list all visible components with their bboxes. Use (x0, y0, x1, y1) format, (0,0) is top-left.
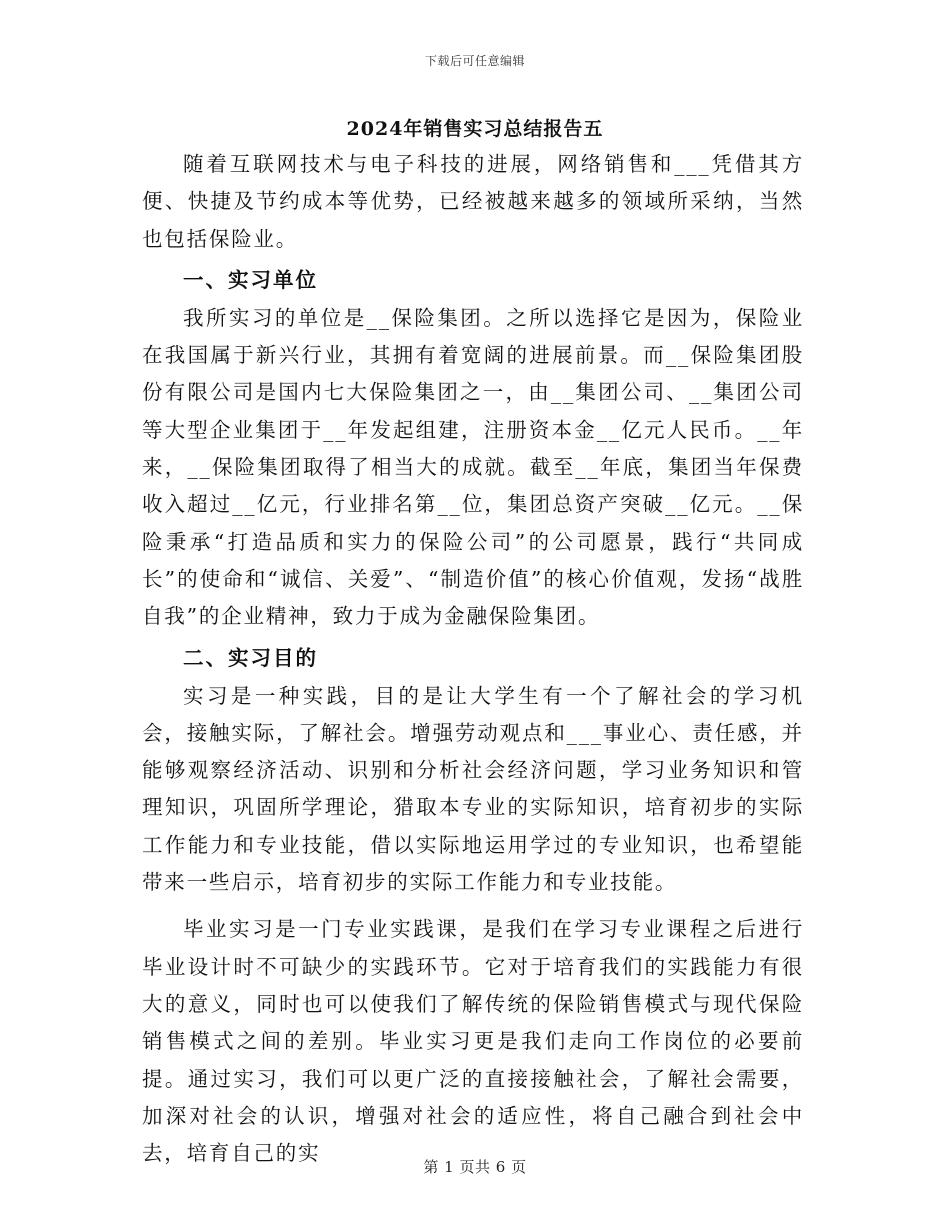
section-heading-purpose: 二、实习目的 (183, 645, 318, 670)
section-purpose-paragraph-1: 实习是一种实践，目的是让大学生有一个了解社会的学习机会，接触实际，了解社会。增强劳动观点和___事业心、责任感，并能够观察经济活动、识别和分析社会经济问题，学习业务知识和管理知识，巩固所学理论，猎取本专业的实际知识，培育初步的实际工作能力和专业技能，借以实际地运用学过的专业知识，也希望能带来一些启示，培育初步的实际工作能力和专业技能。 (142, 683, 804, 895)
intro-paragraph: 随着互联网技术与电子科技的进展，网络销售和___凭借其方便、快捷及节约成本等优势，已经被越来越多的领域所采纳，当然也包括保险业。 (142, 152, 804, 251)
header-note: 下载后可任意编辑 (424, 54, 525, 68)
section-unit-paragraph: 我所实习的单位是__保险集团。之所以选择它是因为，保险业在我国属于新兴行业，其拥有着宽阔的进展前景。而__保险集团股份有限公司是国内七大保险集团之一，由__集团公司、__集团公司等大型企业集团于__年发起组建，注册资本金__亿元人民币。__年来，__保险集团取得了相当大的成就。截至__年底，集团当年保费收入超过__亿元，行业排名第__位，集团总资产突破__亿元。__保险秉承“打造品质和实力的保险公司”的公司愿景，践行“共同成长”的使命和“诚信、关爱”、“制造价值”的核心价值观，发扬“战胜自我”的企业精神，致力于成为金融保险集团。 (142, 305, 804, 629)
page-number: 第 1 页共 6 页 (423, 1158, 527, 1176)
document-title: 2024年销售实习总结报告五 (346, 118, 604, 140)
document-body (142, 146, 804, 1172)
section-heading-unit: 一、实习单位 (183, 267, 318, 292)
section-purpose-paragraph-2: 毕业实习是一门专业实践课，是我们在学习专业课程之后进行毕业设计时不可缺少的实践环节。它对于培育我们的实践能力有很大的意义，同时也可以使我们了解传统的保险销售模式与现代保险销售模式之间的差别。毕业实习更是我们走向工作岗位的必要前提。通过实习，我们可以更广泛的直接接触社会，了解社会需要，加深对社会的认识，增强对社会的适应性，将自己融合到社会中去，培育自己的实 (142, 917, 804, 1166)
